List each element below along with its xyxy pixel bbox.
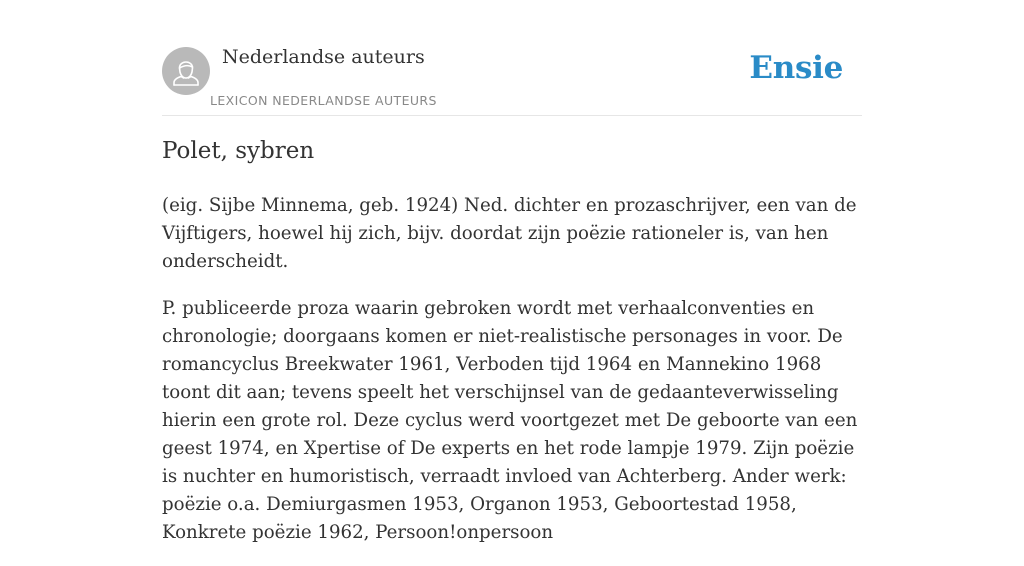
collection-label[interactable]: LEXICON NEDERLANDSE AUTEURS bbox=[210, 93, 437, 108]
article-paragraph: P. publiceerde proza waarin gebroken wordt met verhaalconventies en chronologie; doorgaans komen er niet-realistische personages in voor. De romancyclus Breekwater 1961, Verboden tijd 1964 en Mannekino 1968 toont dit aan; tevens speelt het verschijnsel van de gedaanteverwisseling hierin een grote rol. Deze cyclus werd voortgezet met De geboorte van een geest 1974, en Xpertise of De experts en het rode lampje 1979. Zijn poëzie is nuchter en humoristisch, verraadt invloed van Achterberg. Ander werk: poëzie o.a. Demiurgasmen 1953, Organon 1953, Geboortestad 1958, Konkrete poëzie 1962, Persoon!onpersoon bbox=[162, 298, 858, 543]
user-icon bbox=[162, 47, 210, 95]
site-header bbox=[162, 0, 862, 116]
article-paragraph: (eig. Sijbe Minnema, geb. 1924) Ned. dichter en prozaschrijver, een van de Vijftigers, hoewel hij zich, bijv. doordat zijn poëzie rationeler is, van hen onderscheidt. bbox=[162, 195, 857, 272]
article-body bbox=[162, 192, 867, 566]
article-title: Polet, sybren bbox=[162, 138, 315, 164]
ensie-logo[interactable]: Ensie bbox=[749, 50, 843, 86]
author-avatar[interactable] bbox=[162, 47, 210, 95]
author-name-link[interactable]: Nederlandse auteurs bbox=[222, 46, 425, 68]
